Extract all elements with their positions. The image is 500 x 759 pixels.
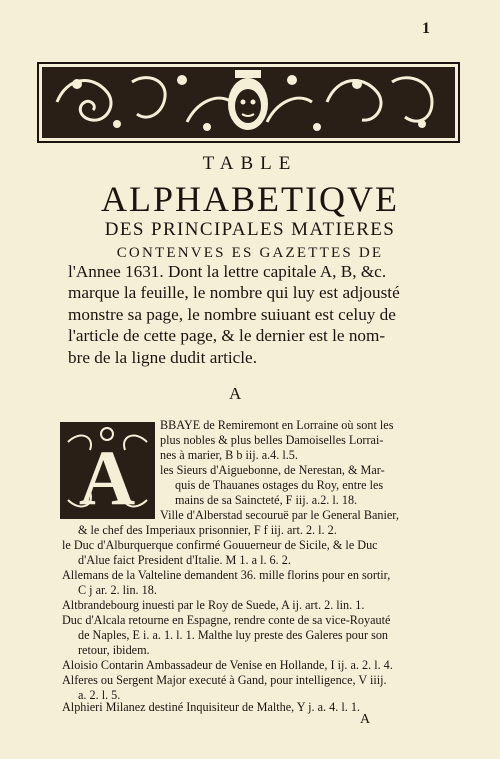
title-alphabetique: ALPHABETIQVE <box>101 179 399 219</box>
entry-line: Allemans de la Valteline demandent 36. mille florins pour en sortir, <box>62 568 391 582</box>
title-table: TABLE <box>202 153 298 174</box>
title-principales: DES PRINCIPALES MATIERES <box>104 219 396 240</box>
entry-line: les Sieurs d'Aiguebonne, de Nerestan, & Mar- <box>160 463 385 477</box>
entry-line: Aloisio Contarin Ambassadeur de Venise en Hollande, I ij. a. 2. l. 4. <box>62 658 393 672</box>
page-number: 1 <box>422 20 430 37</box>
entry-line: d'Alue faict President d'Italie. M 1. a l. 6. 2. <box>78 553 291 567</box>
entry-line: plus nobles & plus belles Damoiselles Lorrai- <box>160 433 384 447</box>
entry-line: Altbrandebourg inuesti par le Roy de Suede, A ij. art. 2. lin. 1. <box>62 598 365 612</box>
title-contenues: CONTENVES ES GAZETTES DE <box>116 245 384 261</box>
entry-line: mains de sa Saincteté, F iij. a.2. l. 18. <box>175 493 358 507</box>
entry-line: BBAYE de Remiremont en Lorraine où sont les <box>160 418 394 432</box>
catchword: A <box>360 712 371 727</box>
entry-line: nes à marier, B b iij. a.4. l.5. <box>160 448 298 462</box>
entry-line: C j ar. 2. lin. 18. <box>78 583 157 597</box>
entry-line: Alferes ou Sergent Major executé à Gand, pour intelligence, V iiij. <box>62 673 387 687</box>
entry-line: quis de Thauanes ostages du Roy, entre les <box>175 478 384 492</box>
entry-line: & le chef des Imperiaux prisonnier, F f iij. art. 2. l. 2. <box>78 523 337 537</box>
drop-cap-letter: A <box>78 434 136 519</box>
intro-line: l'article de cette page, & le dernier est le nom- <box>68 326 386 346</box>
intro-line: l'Annee 1631. Dont la lettre capitale A, B, &c. <box>68 262 387 281</box>
intro-line: marque la feuille, le nombre qui luy est adjousté <box>68 283 400 303</box>
entry-line: de Naples, E i. a. 1. l. 1. Malthe luy preste des Galeres pour son <box>78 628 389 642</box>
entry-line: retour, ibidem. <box>78 643 150 657</box>
entry-line: a. 2. l. 5. <box>78 688 121 702</box>
entry-line: Ville d'Alberstad secouruë par le General Banier, <box>160 508 399 522</box>
entry-line: Alphieri Milanez destiné Inquisiteur de Malthe, Y j. a. 4. l. 1. <box>62 700 360 714</box>
entry-line: le Duc d'Alburquerque confirmé Gouuerneur de Sicile, & le Duc <box>62 538 378 552</box>
section-letter: A <box>229 384 242 403</box>
entry-line: Duc d'Alcala retourne en Espagne, rendre conte de sa vice-Royauté <box>62 613 391 627</box>
intro-line: bre de la ligne dudit article. <box>68 347 257 367</box>
intro-line: monstre sa page, le nombre suiuant est celuy de <box>68 304 396 324</box>
